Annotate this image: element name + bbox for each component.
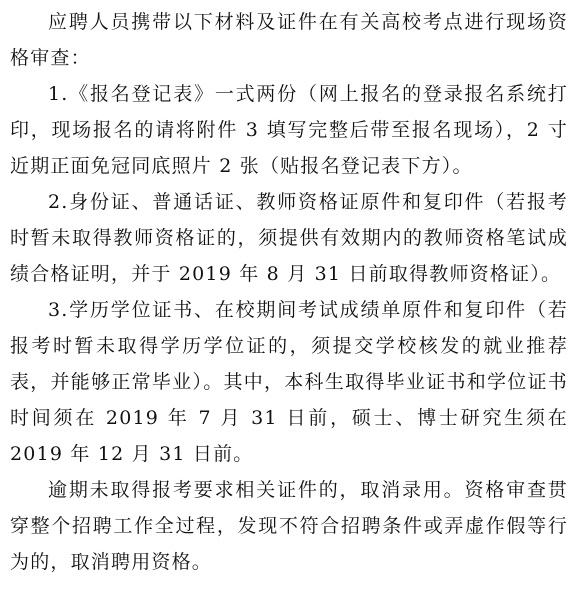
item-2-id-certificates: 2.身份证、普通话证、教师资格证原件和复印件（若报考时暂未取得教师资格证的，须提供有效期内的教师资格笔试成绩合格证明，并于 2019 年 8 月 31 日前取得教师资格证）。 [10, 191, 568, 285]
item-1-registration-form: 1.《报名登记表》一式两份（网上报名的登录报名系统打印，现场报名的请将附件 3 填写完整后带至报名现场），2 寸近期正面免冠同底照片 2 张（贴报名登记表下方）。 [10, 83, 568, 177]
item-3-degree-certificates: 3.学历学位证书、在校期间考试成绩单原件和复印件（若报考时暂未取得学历学位证的，须提交学校核发的就业推荐表，并能够正常毕业）。其中，本科生取得毕业证书和学位证书时间须在 2019 年 7 月 31 日前，硕士、博士研究生须在 2019 年 12 月 31 日前。 [10, 299, 568, 465]
closing-paragraph: 逾期未取得报考要求相关证件的，取消录用。资格审查贯穿整个招聘工作全过程，发现不符合招聘条件或弄虚作假等行为的，取消聘用资格。 [10, 479, 568, 573]
intro-paragraph: 应聘人员携带以下材料及证件在有关高校考点进行现场资格审查： [10, 11, 568, 69]
